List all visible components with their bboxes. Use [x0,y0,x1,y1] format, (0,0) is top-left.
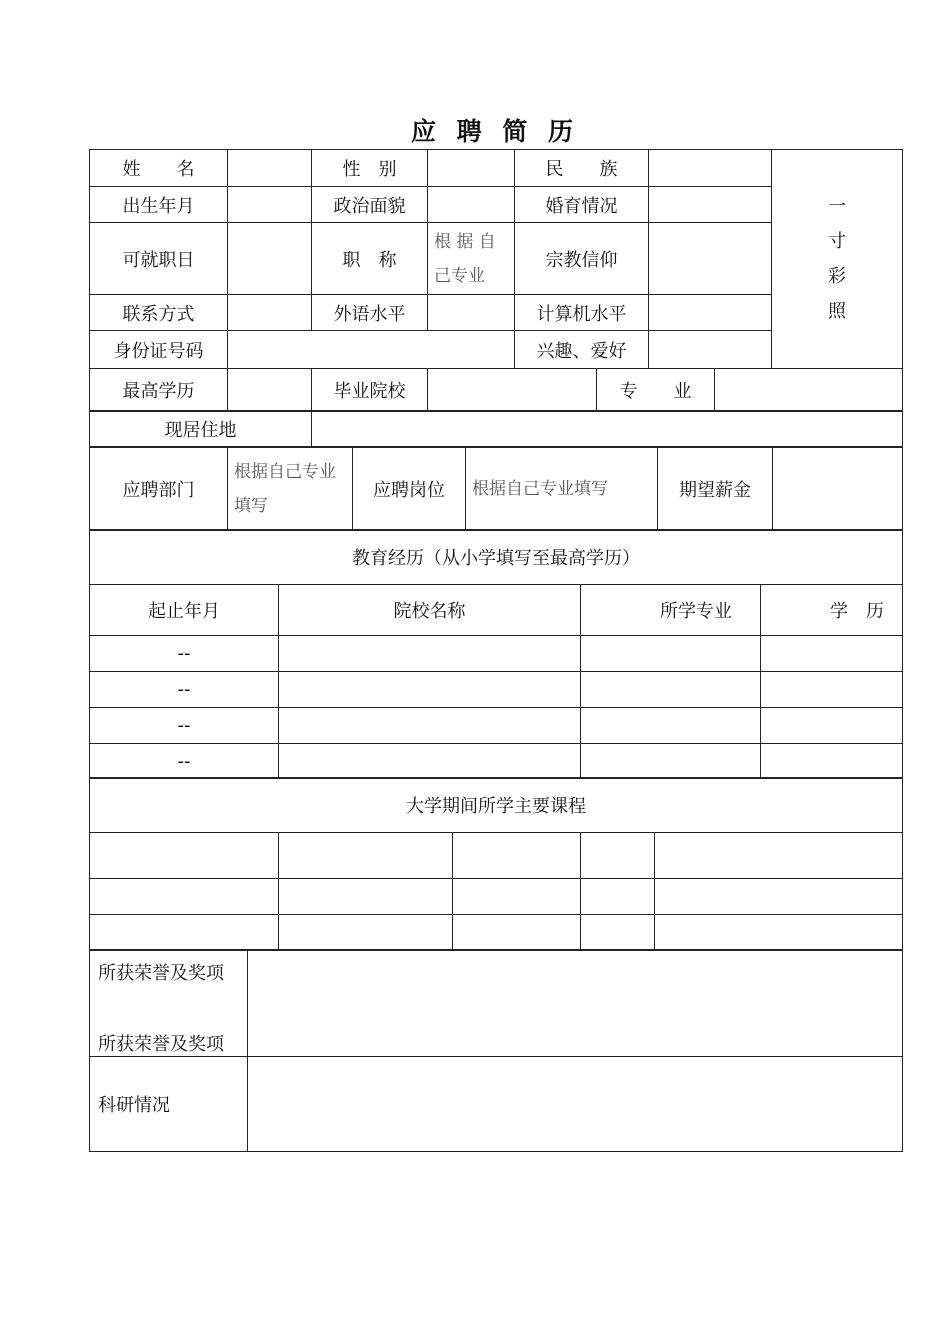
course-cell[interactable] [279,833,453,879]
school-field[interactable] [428,369,597,412]
research-field[interactable] [248,1057,903,1152]
job-title-hint[interactable]: 根 据 自 己专业 [428,223,515,295]
computer-label: 计算机水平 [515,295,649,331]
education-history-heading: 教育经历（从小学填写至最高学历） [90,530,903,585]
course-cell[interactable] [655,833,903,879]
position-hint[interactable]: 根据自己专业填写 [466,447,658,531]
honors-research-table [89,949,903,1152]
table-row [90,833,903,879]
course-cell[interactable] [90,833,279,879]
religion-label: 宗教信仰 [515,223,649,295]
name-label: 姓 名 [90,150,228,187]
address-field[interactable] [312,411,903,448]
column-header-period: 起止年月 [90,585,279,636]
degree-cell[interactable] [761,636,903,672]
gender-label: 性 别 [312,150,428,187]
department-hint[interactable]: 根据自己专业填写 [228,447,353,531]
course-cell[interactable] [279,879,453,915]
course-cell[interactable] [581,833,655,879]
school-cell[interactable] [279,672,581,708]
course-cell[interactable] [453,833,581,879]
marital-field[interactable] [649,187,772,223]
school-label: 毕业院校 [312,369,428,412]
period-cell[interactable]: -- [90,744,279,779]
hobbies-label: 兴趣、爱好 [515,331,649,369]
major-cell[interactable] [581,744,761,779]
period-cell[interactable]: -- [90,708,279,744]
courses-table [89,777,903,951]
column-header-school: 院校名称 [279,585,581,636]
politics-label: 政治面貌 [312,187,428,223]
gender-field[interactable] [428,150,515,187]
table-row [90,744,903,779]
address-table [89,410,903,448]
ethnicity-field[interactable] [649,150,772,187]
table-row [90,915,903,951]
application-table [89,446,903,531]
photo-label: 一 寸 彩 照 [828,196,846,322]
major-field[interactable] [715,369,903,412]
research-label: 科研情况 [90,1057,248,1152]
course-cell[interactable] [279,915,453,951]
course-cell[interactable] [655,879,903,915]
id-number-field[interactable] [228,331,515,369]
education-summary-table [89,368,903,412]
school-cell[interactable] [279,708,581,744]
school-cell[interactable] [279,636,581,672]
period-cell[interactable]: -- [90,636,279,672]
course-cell[interactable] [581,915,655,951]
foreign-lang-label: 外语水平 [312,295,428,331]
course-cell[interactable] [453,915,581,951]
highest-education-field[interactable] [228,369,312,412]
ethnicity-label: 民 族 [515,150,649,187]
department-label: 应聘部门 [90,447,228,531]
course-cell[interactable] [581,879,655,915]
course-cell[interactable] [90,915,279,951]
period-cell[interactable]: -- [90,672,279,708]
table-row [90,672,903,708]
course-cell[interactable] [655,915,903,951]
salary-label: 期望薪金 [658,447,773,531]
basic-info-table [89,149,903,369]
honors-label-bottom: 所获荣誉及奖项 [98,1034,224,1055]
contact-field[interactable] [228,295,312,331]
course-cell[interactable] [90,879,279,915]
honors-label-top: 所获荣誉及奖项 [98,963,224,984]
degree-cell[interactable] [761,708,903,744]
major-cell[interactable] [581,636,761,672]
name-field[interactable] [228,150,312,187]
foreign-lang-field[interactable] [428,295,515,331]
page-title: 应 聘 简 历 [410,117,580,146]
honors-field[interactable] [248,950,903,1057]
courses-heading: 大学期间所学主要课程 [90,778,903,833]
degree-cell[interactable] [761,672,903,708]
table-row [90,708,903,744]
computer-field[interactable] [649,295,772,331]
honors-label-cell [90,950,248,1057]
contact-label: 联系方式 [90,295,228,331]
salary-field[interactable] [773,447,903,531]
job-title-label: 职 称 [312,223,428,295]
table-row [90,636,903,672]
id-number-label: 身份证号码 [90,331,228,369]
religion-field[interactable] [649,223,772,295]
column-header-major: 所学专业 [581,585,761,636]
table-row [90,879,903,915]
politics-field[interactable] [428,187,515,223]
course-cell[interactable] [453,879,581,915]
major-cell[interactable] [581,672,761,708]
position-label: 应聘岗位 [353,447,466,531]
birth-label: 出生年月 [90,187,228,223]
photo-box[interactable] [772,150,903,369]
education-history-table [89,529,903,779]
available-date-label: 可就职日 [90,223,228,295]
degree-cell[interactable] [761,744,903,779]
highest-education-label: 最高学历 [90,369,228,412]
hobbies-field[interactable] [649,331,772,369]
available-date-field[interactable] [228,223,312,295]
column-header-degree: 学 历 [761,585,903,636]
major-cell[interactable] [581,708,761,744]
address-label: 现居住地 [90,411,312,448]
marital-label: 婚育情况 [515,187,649,223]
school-cell[interactable] [279,744,581,779]
birth-field[interactable] [228,187,312,223]
major-label: 专 业 [597,369,715,412]
